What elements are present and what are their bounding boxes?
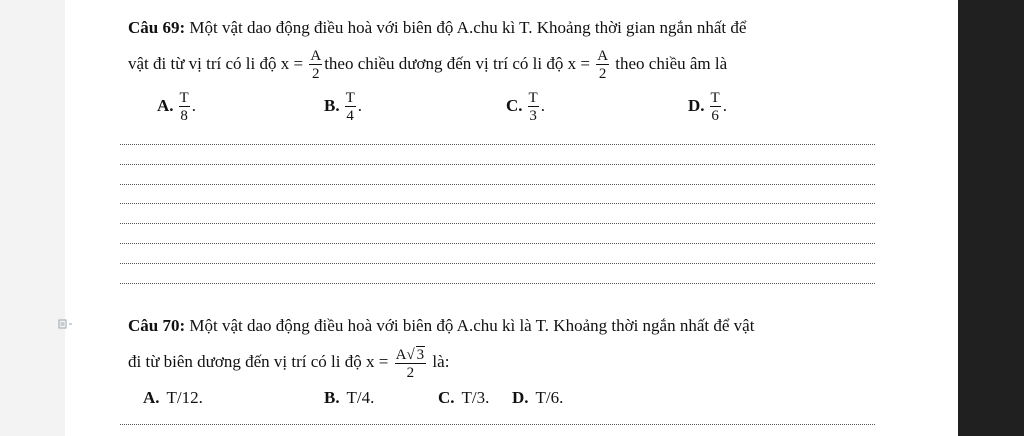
q70-text-2a: đi từ biên dương đến vị trí có li độ x =	[128, 352, 393, 371]
q69-frac1-den: 2	[312, 66, 320, 83]
q70-option-c-label: C.	[438, 388, 455, 407]
q69-frac2-num: A	[597, 48, 609, 65]
q70-option-d-label: D.	[512, 388, 529, 407]
left-gutter	[0, 0, 65, 436]
q69-fraction-1	[309, 48, 322, 82]
q70-line-1	[128, 316, 754, 336]
answer-line	[120, 164, 875, 165]
q70-option-a[interactable]	[143, 388, 203, 408]
answer-line	[120, 203, 875, 204]
q69-option-c-label: C.	[506, 95, 523, 115]
q69-option-c-den: 3	[529, 108, 537, 124]
q69-option-d-fraction	[710, 90, 721, 124]
q69-option-b-den: 4	[346, 108, 354, 124]
q70-option-c-text: T/3.	[457, 388, 490, 407]
q69-option-b-fraction	[345, 90, 356, 124]
q70-frac-num-root: 3	[416, 346, 425, 363]
right-gutter	[958, 0, 1024, 436]
q69-option-d[interactable]	[688, 90, 727, 124]
q70-option-b-text: T/4.	[342, 388, 375, 407]
q70-frac-num-a: A	[395, 346, 407, 363]
q69-option-a-den: 8	[180, 108, 188, 124]
q70-text-2b: là:	[428, 352, 450, 371]
q70-frac-num: A√ 3	[395, 346, 425, 363]
q69-option-c-num: T	[528, 90, 538, 106]
answer-line	[120, 243, 875, 244]
q69-option-c[interactable]	[506, 90, 545, 124]
answer-line	[120, 424, 875, 425]
q69-option-a-fraction	[179, 90, 190, 124]
q69-option-d-label: D.	[688, 95, 705, 115]
answer-line	[120, 283, 875, 284]
answer-line	[120, 263, 875, 264]
q69-option-d-num: T	[710, 90, 720, 106]
q69-text-2b: theo chiều dương đến vị trí có li độ x =	[324, 54, 595, 73]
q70-label: Câu 70:	[128, 316, 186, 335]
q69-option-d-tail: .	[722, 95, 727, 115]
q69-option-d-den: 6	[711, 108, 719, 124]
q69-option-a-num: T	[179, 90, 189, 106]
answer-line	[120, 144, 875, 145]
q70-text-1: Một vật dao động điều hoà với biên độ A.chu kì là T. Khoảng thời ngắn nhất để vật	[185, 316, 755, 335]
q70-option-a-text: T/12.	[162, 388, 203, 407]
comment-marker-icon[interactable]	[58, 318, 74, 330]
q69-option-a[interactable]	[157, 90, 196, 124]
q69-option-b[interactable]	[324, 90, 362, 124]
q69-text-2a: vật đi từ vị trí có li độ x =	[128, 54, 308, 73]
q69-fraction-2	[596, 48, 609, 82]
q69-line-2	[128, 45, 727, 83]
q70-option-c[interactable]	[438, 388, 489, 408]
q70-option-d[interactable]	[512, 388, 563, 408]
q69-option-a-tail: .	[191, 95, 196, 115]
q69-frac1-num: A	[310, 48, 322, 65]
q70-option-d-text: T/6.	[531, 388, 564, 407]
q69-label: Câu 69:	[128, 18, 186, 37]
q70-fraction	[395, 346, 427, 381]
q69-option-b-tail: .	[357, 95, 363, 115]
q69-frac2-den: 2	[598, 66, 607, 83]
q70-option-b-label: B.	[324, 388, 340, 407]
q70-option-b[interactable]	[324, 388, 374, 408]
q69-option-c-tail: .	[540, 95, 545, 115]
q69-text-1: Một vật dao động điều hoà với biên độ A.chu kì T. Khoảng thời gian ngắn nhất để	[185, 18, 747, 37]
answer-line	[120, 184, 875, 185]
q70-option-a-label: A.	[143, 388, 160, 407]
q70-frac-den: 2	[406, 364, 415, 381]
answer-line	[120, 223, 875, 224]
q69-option-a-label: A.	[157, 95, 174, 115]
q70-line-2	[128, 342, 449, 382]
q69-option-c-fraction	[528, 90, 539, 124]
q69-text-2c: theo chiều âm là	[611, 54, 728, 73]
q69-option-b-label: B.	[324, 95, 340, 115]
q69-line-1	[128, 18, 746, 38]
q69-option-b-num: T	[345, 90, 355, 106]
